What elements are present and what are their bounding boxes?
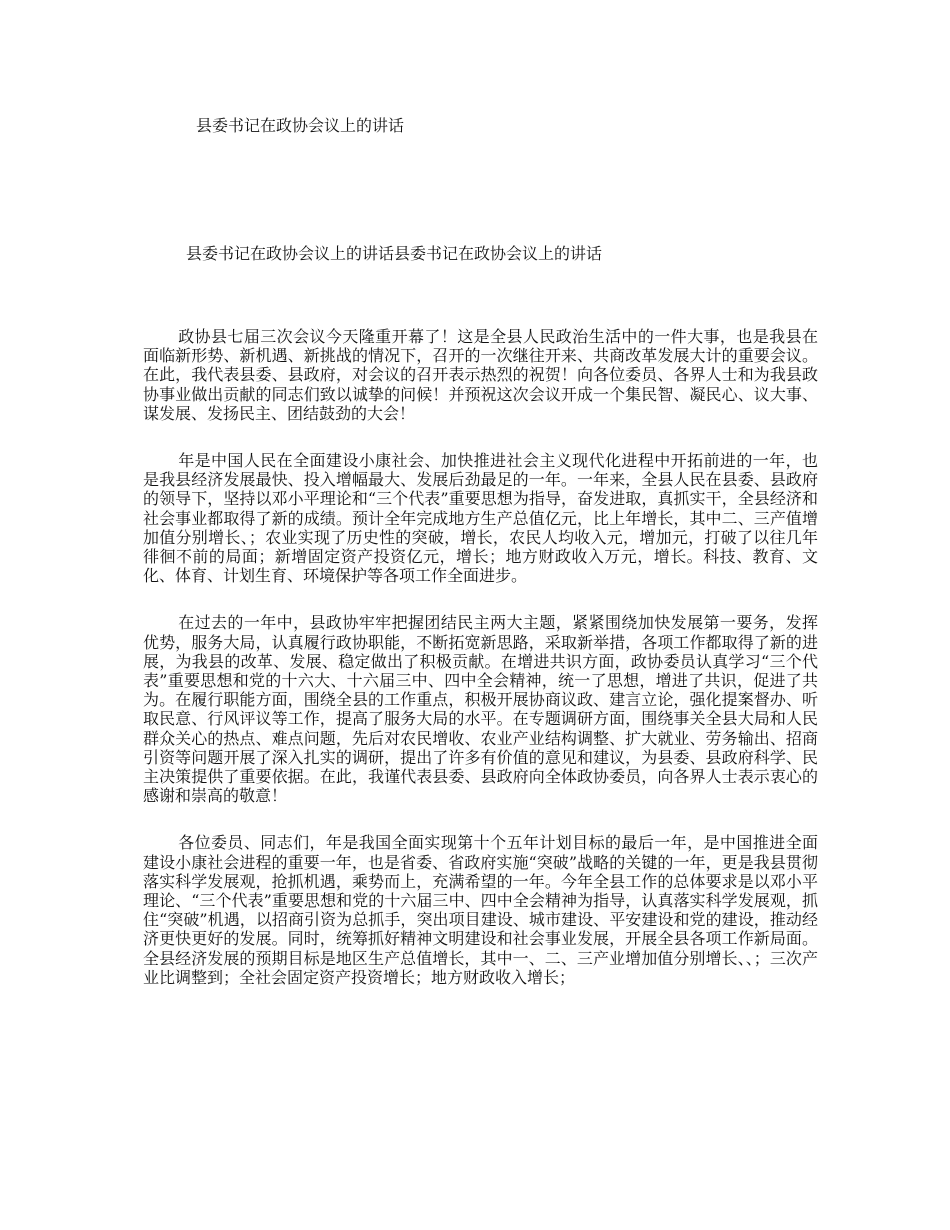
document-body (143, 327, 818, 1015)
paragraph-opening: 政协县七届三次会议今天隆重开幕了！这是全县人民政治生活中的一件大事，也是我县在面临新形势、新机遇、新挑战的情况下，召开的一次继往开来、共商改革发展大计的重要会议。在此，我代表县委、县政府，对会议的召开表示热烈的祝贺！向各位委员、各界人士和为我县政协事业做出贡献的同志们致以诚挚的问候！并预祝这次会议开成一个集民智、凝民心、议大事、谋发展、发扬民主、团结鼓劲的大会！ (143, 327, 818, 423)
paragraph-review: 年是中国人民在全面建设小康社会、加快推进社会主义现代化进程中开拓前进的一年，也是我县经济发展最快、投入增幅最大、发展后劲最足的一年。一年来，全县人民在县委、县政府的领导下，坚持以邓小平理论和“三个代表”重要思想为指导，奋发进取，真抓实干，全县经济和社会事业都取得了新的成绩。预计全年完成地方生产总值亿元，比上年增长，其中二、三产值增加值分别增长、；农业实现了历史性的突破，增长，农民人均收入元，增加元，打破了以往几年徘徊不前的局面；新增固定资产投资亿元，增长；地方财政收入万元，增长。科技、教育、文化、体育、计划生育、环境保护等各项工作全面进步。 (143, 451, 818, 586)
document-title: 县委书记在政协会议上的讲话 (196, 116, 405, 135)
document-subtitle: 县委书记在政协会议上的讲话县委书记在政协会议上的讲话 (186, 244, 603, 263)
paragraph-outlook: 各位委员、同志们，年是我国全面实现第十个五年计划目标的最后一年，是中国推进全面建设小康社会进程的重要一年，也是省委、省政府实施“突破”战略的关键的一年，更是我县贯彻落实科学发展观，抢抓机遇，乘势而上，充满希望的一年。今年全县工作的总体要求是以邓小平理论、“三个代表”重要思想和党的十六届三中、四中全会精神为指导，认真落实科学发展观，抓住“突破”机遇，以招商引资为总抓手，突出项目建设、城市建设、平安建设和党的建设，推动经济更快更好的发展。同时，统筹抓好精神文明建设和社会事业发展，开展全县各项工作新局面。全县经济发展的预期目标是地区生产总值增长，其中一、二、三产业增加值分别增长、、；三次产业比调整到；全社会固定资产投资增长；地方财政收入增长； (143, 833, 818, 987)
paragraph-cppcc-work: 在过去的一年中，县政协牢牢把握团结民主两大主题，紧紧围绕加快发展第一要务，发挥优势，服务大局，认真履行政协职能，不断拓宽新思路，采取新举措，各项工作都取得了新的进展，为我县的改革、发展、稳定做出了积极贡献。在增进共识方面，政协委员认真学习“三个代表”重要思想和党的十六大、十六届三中、四中全会精神，统一了思想，增进了共识，促进了共为。在履行职能方面，围绕全县的工作重点，积极开展协商议政、建言立论，强化提案督办、听取民意、行风评议等工作，提高了服务大局的水平。在专题调研方面，围绕事关全县大局和人民群众关心的热点、难点问题，先后对农民增收、农业产业结构调整、扩大就业、劳务输出、招商引资等问题开展了深入扎实的调研，提出了许多有价值的意见和建议，为县委、县政府科学、民主决策提供了重要依据。在此，我谨代表县委、县政府向全体政协委员，向各界人士表示衷心的感谢和崇高的敬意！ (143, 613, 818, 806)
